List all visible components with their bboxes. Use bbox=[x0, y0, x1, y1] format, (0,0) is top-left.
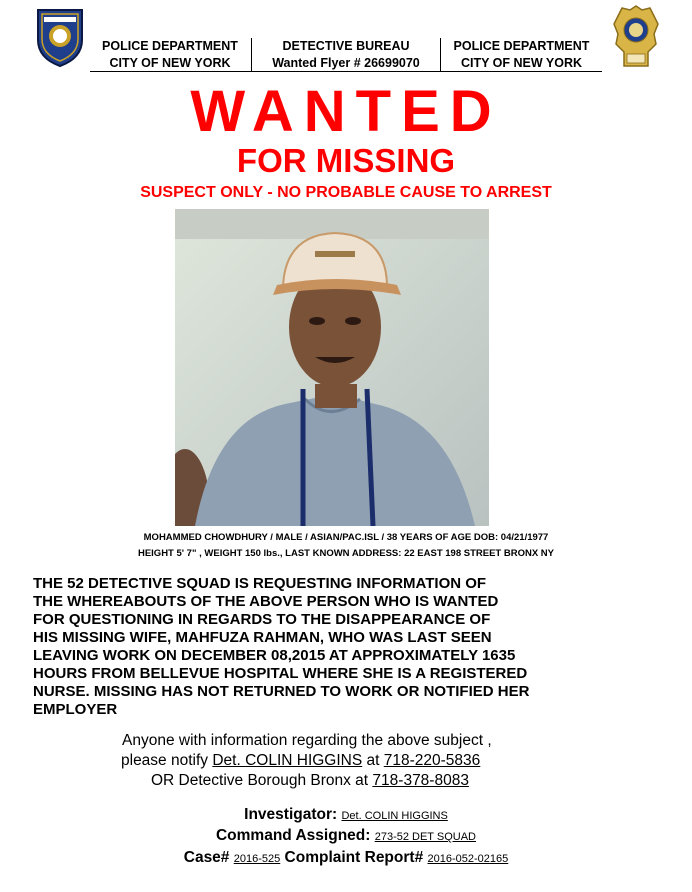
header-underline bbox=[90, 71, 602, 72]
command-value: 273-52 DET SQUAD bbox=[374, 831, 477, 843]
person-details-line2: HEIGHT 5' 7" , WEIGHT 150 lbs., LAST KNOWN ADDRESS: 22 EAST 198 STREET BRONX NY bbox=[137, 548, 555, 559]
investigator-label: Investigator: bbox=[244, 806, 342, 823]
detective-name: Det. COLIN HIGGINS bbox=[212, 752, 363, 769]
case-line bbox=[0, 848, 692, 869]
complaint-label: Complaint Report# bbox=[280, 849, 428, 866]
header-center-line1: DETECTIVE BUREAU bbox=[282, 39, 410, 53]
header-left-line1: POLICE DEPARTMENT bbox=[102, 39, 238, 53]
body-line: HIS MISSING WIFE, MAHFUZA RAHMAN, WHO WAS LAST SEEN bbox=[33, 629, 492, 646]
body-line: THE 52 DETECTIVE SQUAD IS REQUESTING INFORMATION OF bbox=[33, 575, 487, 592]
wanted-title: WANTED bbox=[190, 79, 502, 144]
investigator-line bbox=[0, 805, 692, 826]
header-center bbox=[252, 38, 440, 72]
command-line bbox=[0, 826, 692, 847]
person-details-line1: MOHAMMED CHOWDHURY / MALE / ASIAN/PAC.ISL / 38 YEARS OF AGE DOB: 04/21/1977 bbox=[143, 532, 549, 543]
nypd-patch-icon bbox=[34, 6, 86, 68]
contact-line3 bbox=[151, 772, 469, 790]
body-line: NURSE. MISSING HAS NOT RETURNED TO WORK OR NOTIFIED HER bbox=[33, 683, 530, 700]
body-line: EMPLOYER bbox=[33, 701, 118, 718]
case-label: Case# bbox=[183, 849, 234, 866]
contact-prefix: please notify bbox=[121, 752, 213, 769]
suspect-photo bbox=[175, 209, 489, 526]
header-right-line1: POLICE DEPARTMENT bbox=[453, 39, 590, 53]
body-line: LEAVING WORK ON DECEMBER 08,2015 AT APPROXIMATELY 1635 bbox=[33, 647, 516, 664]
body-line: THE WHEREABOUTS OF THE ABOVE PERSON WHO IS WANTED bbox=[33, 593, 499, 610]
contact-line1: Anyone with information regarding the above subject , bbox=[122, 732, 492, 749]
header-right bbox=[441, 38, 602, 72]
investigator-name: Det. COLIN HIGGINS bbox=[341, 810, 448, 822]
header-right-line2: CITY OF NEW YORK bbox=[460, 56, 583, 70]
header-left-line2: CITY OF NEW YORK bbox=[109, 56, 231, 70]
body-line: HOURS FROM BELLEVUE HOSPITAL WHERE SHE IS A REGISTERED bbox=[33, 665, 528, 682]
contact-at: at bbox=[362, 752, 384, 769]
request-paragraph bbox=[33, 575, 673, 719]
complaint-number: 2016-052-02165 bbox=[427, 853, 509, 865]
suspect-notice: SUSPECT ONLY - NO PROBABLE CAUSE TO ARREST bbox=[140, 184, 552, 201]
header-center-line2: Wanted Flyer # 26699070 bbox=[272, 56, 420, 70]
borough-prefix: OR Detective Borough Bronx at bbox=[151, 772, 373, 789]
case-number: 2016-525 bbox=[233, 853, 281, 865]
for-missing-subtitle: FOR MISSING bbox=[236, 142, 456, 179]
header-left bbox=[90, 38, 250, 72]
command-label: Command Assigned: bbox=[215, 827, 375, 844]
phone-secondary: 718-378-8083 bbox=[372, 772, 469, 789]
body-line: FOR QUESTIONING IN REGARDS TO THE DISAPPEARANCE OF bbox=[33, 611, 491, 628]
contact-line2 bbox=[121, 752, 480, 770]
phone-primary: 718-220-5836 bbox=[383, 752, 481, 769]
nypd-shield-icon bbox=[612, 4, 660, 70]
